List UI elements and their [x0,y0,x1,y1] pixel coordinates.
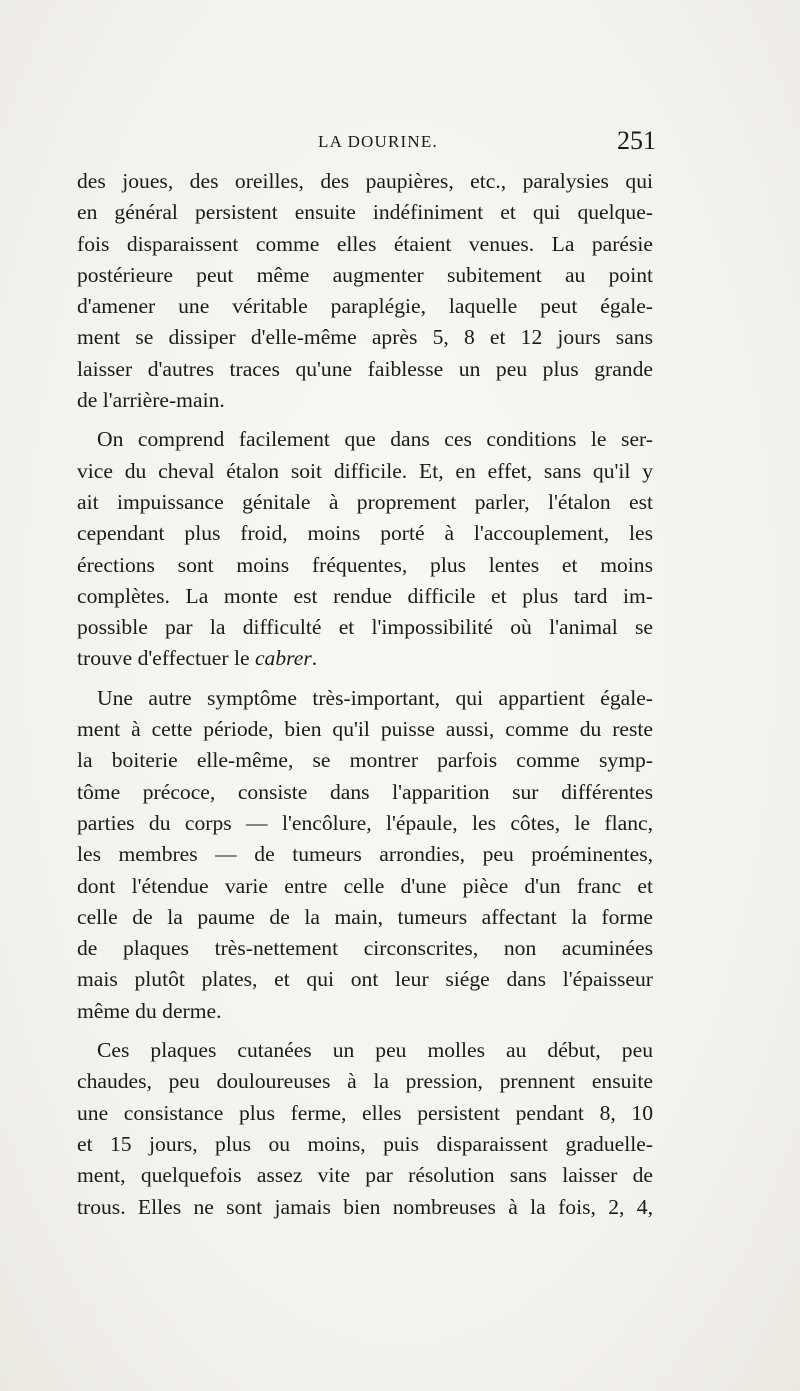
text-line: celle de la paume de la main, tumeurs affectant la forme [77,904,653,929]
text-line: chaudes, peu douloureuses à la pression, prennent ensuite [77,1069,653,1094]
text-line: postérieure peut même augmenter subitement au point [77,262,653,287]
paragraph-4 [77,1035,653,1223]
text-line: des joues, des oreilles, des paupières, etc., paralysies qui [77,169,653,193]
running-head [0,126,800,160]
text-line: laisser d'autres traces qu'une faiblesse un peu plus grande [77,356,653,381]
text-line: de plaques très-nettement circonscrites, non acuminées [77,936,653,961]
text-line: Ces plaques cutanées un peu molles au début, peu [97,1038,653,1063]
text-line: On comprend facilement que dans ces conditions le ser- [97,427,653,452]
text-line: ment à cette période, bien qu'il puisse aussi, comme du reste [77,717,653,742]
text-line: de l'arrière-main. [77,388,225,413]
text-line [77,643,653,674]
text-line: la boiterie elle-même, se montrer parfois comme symp- [77,748,653,773]
text-line: une consistance plus ferme, elles persistent pendant 8, 10 [77,1100,653,1125]
text-line-start: trouve d'effectuer le [77,646,255,671]
text-line: cependant plus froid, moins porté à l'accouplement, les [77,521,653,546]
text-line: ment se dissiper d'elle-même après 5, 8 et 12 jours sans [77,325,653,350]
running-title: LA DOURINE. [318,132,438,151]
text-line: ment, quelquefois assez vite par résolution sans laisser de [77,1163,653,1188]
paragraph-2 [77,424,653,674]
text-line: dont l'étendue varie entre celle d'une pièce d'un franc et [77,873,653,898]
text-line: les membres — de tumeurs arrondies, peu proéminentes, [77,842,653,867]
text-line: trous. Elles ne sont jamais bien nombreuses à la fois, 2, 4, [77,1194,653,1219]
text-line: possible par la difficulté et l'impossibilité où l'animal se [77,615,653,640]
text-line-end: . [311,646,318,671]
text-line: d'amener une véritable paraplégie, laquelle peut égale- [77,294,653,319]
text-line: vice du cheval étalon soit difficile. Et, en effet, sans qu'il y [77,458,653,483]
text-line: même du derme. [77,998,222,1023]
text-line: érections sont moins fréquentes, plus lentes et moins [77,552,653,577]
page-number: 251 [617,126,656,155]
text-line: ait impuissance génitale à proprement parler, l'étalon est [77,489,653,514]
paragraph-1 [77,166,653,416]
text-line: fois disparaissent comme elles étaient venues. La parésie [77,231,653,256]
text-line: en général persistent ensuite indéfiniment et qui quelque- [77,200,653,225]
paragraph-3 [77,683,653,1027]
text-line: complètes. La monte est rendue difficile et plus tard im- [77,583,653,608]
text-line: tôme précoce, consiste dans l'apparition sur différentes [77,779,653,804]
body-text [77,166,653,1223]
text-line: mais plutôt plates, et qui ont leur siége dans l'épaisseur [77,967,653,992]
text-line: et 15 jours, plus ou moins, puis disparaissent graduelle- [77,1131,653,1156]
italic-word: cabrer [254,646,312,671]
text-line: Une autre symptôme très-important, qui appartient égale- [97,685,653,710]
text-line: parties du corps — l'encôlure, l'épaule, les côtes, le flanc, [77,810,653,835]
